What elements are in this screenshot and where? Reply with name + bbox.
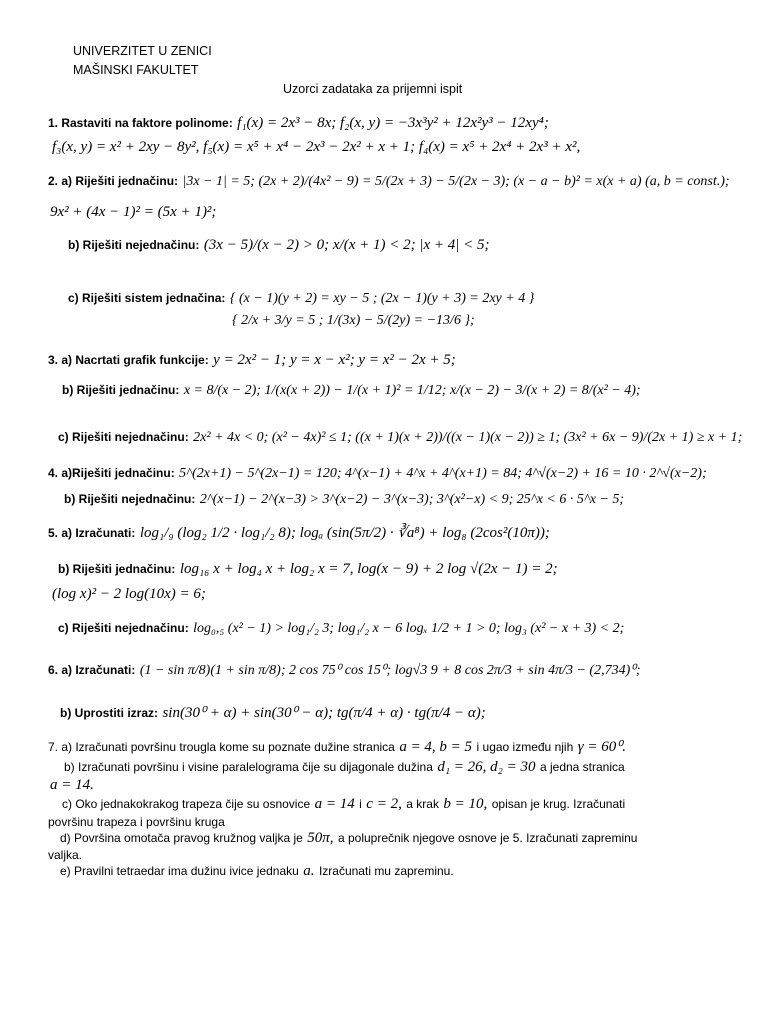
task-6a-label: 6. a) Izračunati: (48, 663, 136, 677)
task-2b-label: b) Riješiti nejednačinu: (68, 238, 200, 252)
task-7c-text-2: i (359, 797, 362, 811)
task-7c-math-3: b = 10, (443, 796, 488, 812)
task-4b-line (64, 490, 624, 508)
task-3a-math: y = 2x² − 1; y = x − x²; y = x² − 2x + 5; (213, 352, 456, 368)
task-7b-math: d₁ = 26, d₂ = 30 (437, 759, 536, 775)
task-4a-math: 5^(2x+1) − 5^(2x−1) = 120; 4^(x−1) + 4^x + 4^(x+1) = 84; 4^√(x−2) + 16 = 10 · 2^√(x−2); (179, 466, 707, 481)
task-1-math-2: f₃(x, y) = x² + 2xy − 8y², f₅(x) = x⁵ + x⁴ − 2x³ − 2x² + x + 1; f₄(x) = x⁵ + 2x⁴ + 2x³ + x², (52, 139, 581, 155)
task-7d-text: d) Površina omotača pravog kružnog valjka je (60, 831, 303, 845)
task-2c-system-1: { (x − 1)(y + 2) = xy − 5 ; (2x − 1)(y + 3) = 2xy + 4 } (229, 291, 535, 306)
task-3c-label: c) Riješiti nejednačinu: (58, 430, 189, 444)
task-3a-label: 3. a) Nacrtati grafik funkcije: (48, 353, 209, 367)
task-3a-line (48, 351, 456, 369)
task-7c-text-3: a krak (406, 797, 439, 811)
task-7c-text-4: opisan je krug. Izračunati (491, 797, 626, 811)
task-5a-line (48, 523, 550, 542)
task-7e-text: e) Pravilni tetraedar ima dužinu ivice jednaku (60, 864, 299, 878)
task-6b-line (60, 703, 486, 722)
task-3b-line (62, 381, 641, 399)
page-title: Uzorci zadataka za prijemni ispit (283, 82, 463, 96)
task-2b-line (68, 236, 490, 254)
task-7a-text-2: i ugao između njih (476, 740, 574, 754)
task-7d-math: 50π, (307, 830, 334, 846)
task-7c-text: c) Oko jednakokrakog trapeza čije su osnovice (62, 797, 311, 811)
task-2a-math-2: 9x² + (4x − 1)² = (5x + 1)²; (50, 204, 217, 220)
task-5c-line (58, 619, 624, 637)
task-5b-label: b) Riješiti jednačinu: (58, 562, 176, 576)
task-2c-system-2: { 2/x + 3/y = 5 ; 1/(3x) − 5/(2y) = −13/6 }; (232, 313, 475, 328)
task-5a-label: 5. a) Izračunati: (48, 526, 136, 540)
task-6b-label: b) Uprostiti izraz: (60, 706, 158, 720)
task-3c-math: 2x² + 4x < 0; (x² − 4x)² ≤ 1; ((x + 1)(x + 2))/((x − 1)(x − 2)) ≥ 1; (3x² + 6x − 9)/(2x + 1) ≥ x + 1; (193, 430, 743, 445)
task-6a-line (48, 661, 641, 679)
task-7a-math-1: a = 4, b = 5 (399, 739, 473, 755)
task-7d-text-2: a poluprečnik njegove osnove je 5. Izračunati zapreminu (337, 831, 638, 845)
task-7b-text-2: a jedna stranica (539, 760, 625, 774)
university-name: UNIVERZITET U ZENICI (73, 44, 212, 58)
task-6b-math: sin(30⁰ + α) + sin(30⁰ − α); tg(π/4 + α) · tg(π/4 − α); (162, 705, 486, 721)
task-7d-line-2: valjka. (48, 848, 83, 862)
task-4b-math: 2^(x−1) − 2^(x−3) > 3^(x−2) − 3^(x−3); 3^(x²−x) < 9; 25^x < 6 · 5^x − 5; (199, 492, 625, 507)
task-7e-text-2: Izračunati mu zapreminu. (318, 864, 454, 878)
task-7e-line (60, 862, 454, 880)
task-7c-line-2: površinu trapeza i površinu kruga (48, 815, 225, 829)
task-7b-line-1 (64, 758, 625, 776)
task-3c-line (58, 428, 742, 446)
task-4a-label: 4. a)Riješiti jednačinu: (48, 466, 175, 480)
task-1-line-1 (48, 114, 549, 132)
faculty-name: MAŠINSKI FAKULTET (73, 63, 199, 77)
task-6a-math: (1 − sin π/8)(1 + sin π/8); 2 cos 75⁰ cos 15⁰; log√3 9 + 8 cos 2π/3 + sin 4π/3 − (2,734)⁰; (139, 663, 641, 678)
task-4a-line (48, 464, 707, 482)
task-7b-math-2: a = 14. (50, 777, 94, 793)
task-2c-label: c) Riješiti sistem jednačina: (68, 291, 226, 305)
task-7b-text: b) Izračunati površinu i visine paralelograma čije su dijagonale dužina (64, 760, 433, 774)
task-4b-label: b) Riješiti nejednačinu: (64, 492, 196, 506)
task-2a-label: 2. a) Riješiti jednačinu: (48, 174, 179, 188)
task-5b-line (58, 560, 558, 578)
task-2a-line (48, 172, 730, 190)
task-2a-math: |3x − 1| = 5; (2x + 2)/(4x² − 9) = 5/(2x + 3) − 5/(2x − 3); (x − a − b)² = x(x + a) (a, b = const.); (182, 174, 730, 189)
task-5c-math: log₀,₅ (x² − 1) > log₁/₂ 3; log₁/₂ x − 6 logₓ 1/2 + 1 > 0; log₃ (x² − x + 3) < 2; (193, 621, 625, 636)
task-7c-math-1: a = 14 (314, 796, 355, 812)
task-7e-math: a. (303, 863, 315, 879)
task-7c-math-2: c = 2, (366, 796, 402, 812)
task-5a-math: log₁/₉ (log₂ 1/2 · log₁/₂ 8); logₐ (sin(5π/2) · ∛a⁸) + log₈ (2cos²(10π)); (139, 525, 550, 541)
task-2b-math: (3x − 5)/(x − 2) > 0; x/(x + 1) < 2; |x + 4| < 5; (203, 237, 490, 253)
task-2c-line-1 (68, 289, 534, 307)
task-5b-math: log₁₆ x + log₄ x + log₂ x = 7, log(x − 9) + 2 log √(2x − 1) = 2; (179, 561, 558, 577)
task-3b-math: x = 8/(x − 2); 1/(x(x + 2)) − 1/(x + 1)² = 1/12; x/(x − 2) − 3/(x + 2) = 8/(x² − 4); (183, 383, 641, 398)
task-7a-text: 7. a) Izračunati površinu trougla kome su poznate dužine stranica (48, 740, 395, 754)
task-7c-line-1 (62, 795, 625, 813)
task-3b-label: b) Riješiti jednačinu: (62, 383, 180, 397)
task-7a-line (48, 737, 626, 756)
task-5c-label: c) Riješiti nejednačinu: (58, 621, 189, 635)
task-7a-math-2: γ = 60⁰. (577, 739, 626, 755)
task-5b-math-2: (log x)² − 2 log(10x) = 6; (52, 586, 206, 602)
task-7d-line-1 (60, 829, 637, 847)
task-1-math-1: f₁(x) = 2x³ − 8x; f₂(x, y) = −3x³y² + 12x²y³ − 12xy⁴; (237, 115, 549, 131)
task-1-label: 1. Rastaviti na faktore polinome: (48, 116, 233, 130)
